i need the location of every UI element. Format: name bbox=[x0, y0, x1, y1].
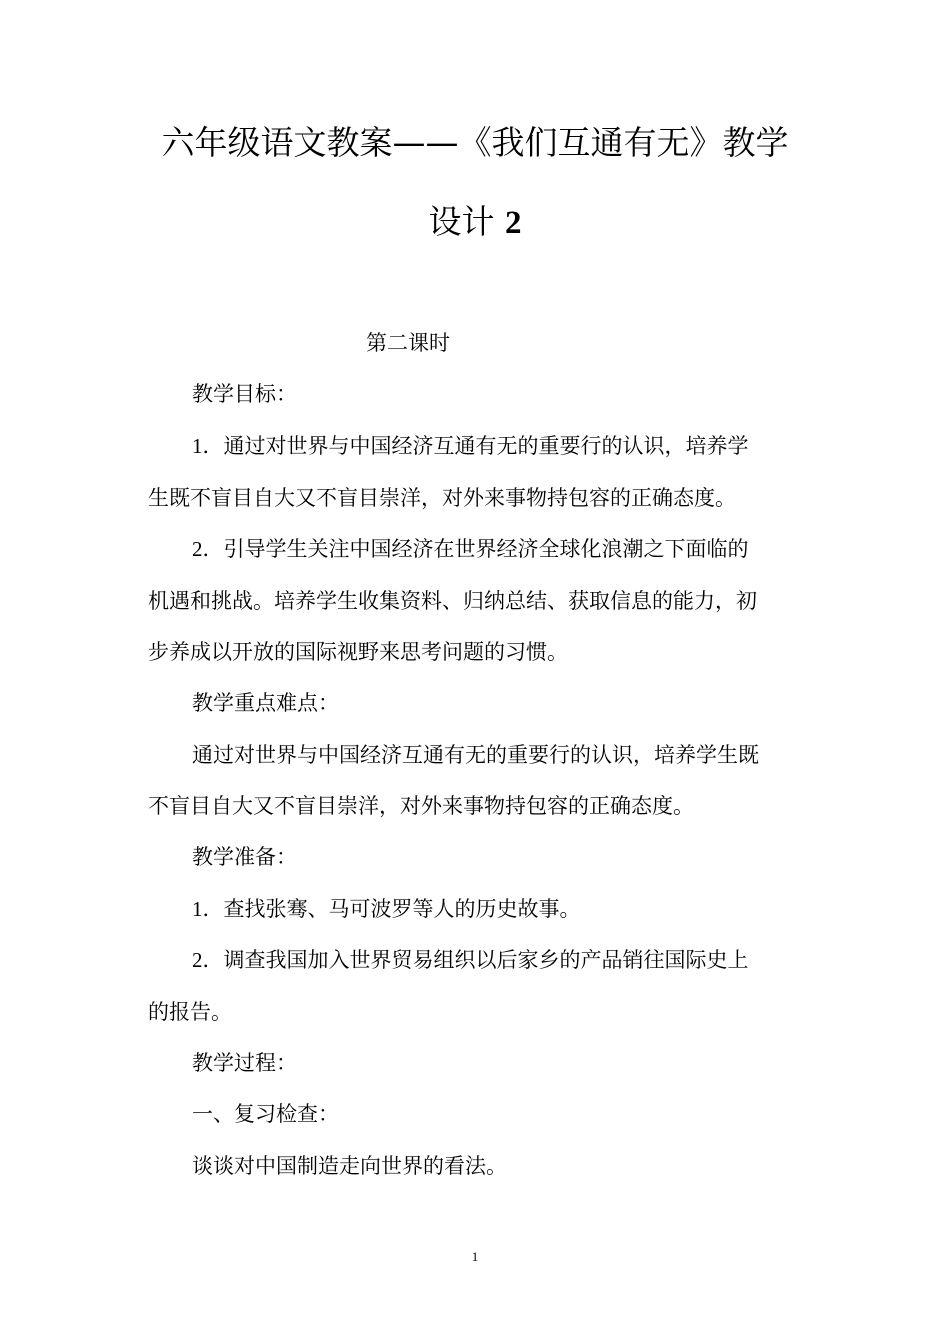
review-line-1: 谈谈对中国制造走向世界的看法。 bbox=[192, 1154, 507, 1178]
preparation-1 bbox=[192, 895, 581, 923]
preparation-1-number: 1 bbox=[192, 897, 203, 921]
objective-1-number: 1 bbox=[192, 434, 203, 458]
preparation-2-line-1 bbox=[192, 946, 749, 974]
preparation-2-text: ．调查我国加入世界贸易组织以后家乡的产品销往国际史上 bbox=[202, 948, 749, 972]
preparation-2-line-2: 的报告。 bbox=[148, 1000, 232, 1024]
preparation-heading: 教学准备： bbox=[192, 845, 297, 869]
preparation-2-number: 2 bbox=[192, 948, 203, 972]
page-number: 1 bbox=[471, 1249, 479, 1264]
objective-2-text: ．引导学生关注中国经济在世界经济全球化浪潮之下面临的 bbox=[202, 537, 749, 561]
title-text-cont: 设计 bbox=[428, 202, 505, 241]
process-heading: 教学过程： bbox=[192, 1051, 297, 1075]
objective-1-line-1 bbox=[192, 432, 749, 460]
preparation-1-text: ．查找张骞、马可波罗等人的历史故事。 bbox=[202, 897, 581, 921]
objectives-heading: 教学目标： bbox=[192, 382, 297, 406]
objective-2-line-2: 机遇和挑战。培养学生收集资料、归纳总结、获取信息的能力，初 bbox=[148, 589, 757, 613]
objective-1-line-2: 生既不盲目自大又不盲目崇洋，对外来事物持包容的正确态度。 bbox=[148, 486, 736, 510]
document-title-line-2 bbox=[120, 202, 830, 243]
title-number: 2 bbox=[505, 205, 522, 241]
objective-1-text: ．通过对世界与中国经济互通有无的重要行的认识，培养学 bbox=[202, 434, 749, 458]
key-points-line-1: 通过对世界与中国经济互通有无的重要行的认识，培养学生既 bbox=[192, 743, 759, 767]
document-title-line-1 bbox=[120, 123, 830, 163]
objective-2-number: 2 bbox=[192, 537, 203, 561]
key-points-line-2: 不盲目自大又不盲目崇洋，对外来事物持包容的正确态度。 bbox=[148, 794, 694, 818]
review-section-heading: 一、复习检查： bbox=[192, 1102, 339, 1126]
lesson-label: 第二课时 bbox=[366, 331, 450, 355]
objective-2-line-1 bbox=[192, 535, 749, 563]
title-text: 六年级语文教案——《我们互通有无》教学 bbox=[161, 123, 789, 162]
key-points-heading: 教学重点难点： bbox=[192, 691, 339, 715]
objective-2-line-3: 步养成以开放的国际视野来思考问题的习惯。 bbox=[148, 640, 568, 664]
